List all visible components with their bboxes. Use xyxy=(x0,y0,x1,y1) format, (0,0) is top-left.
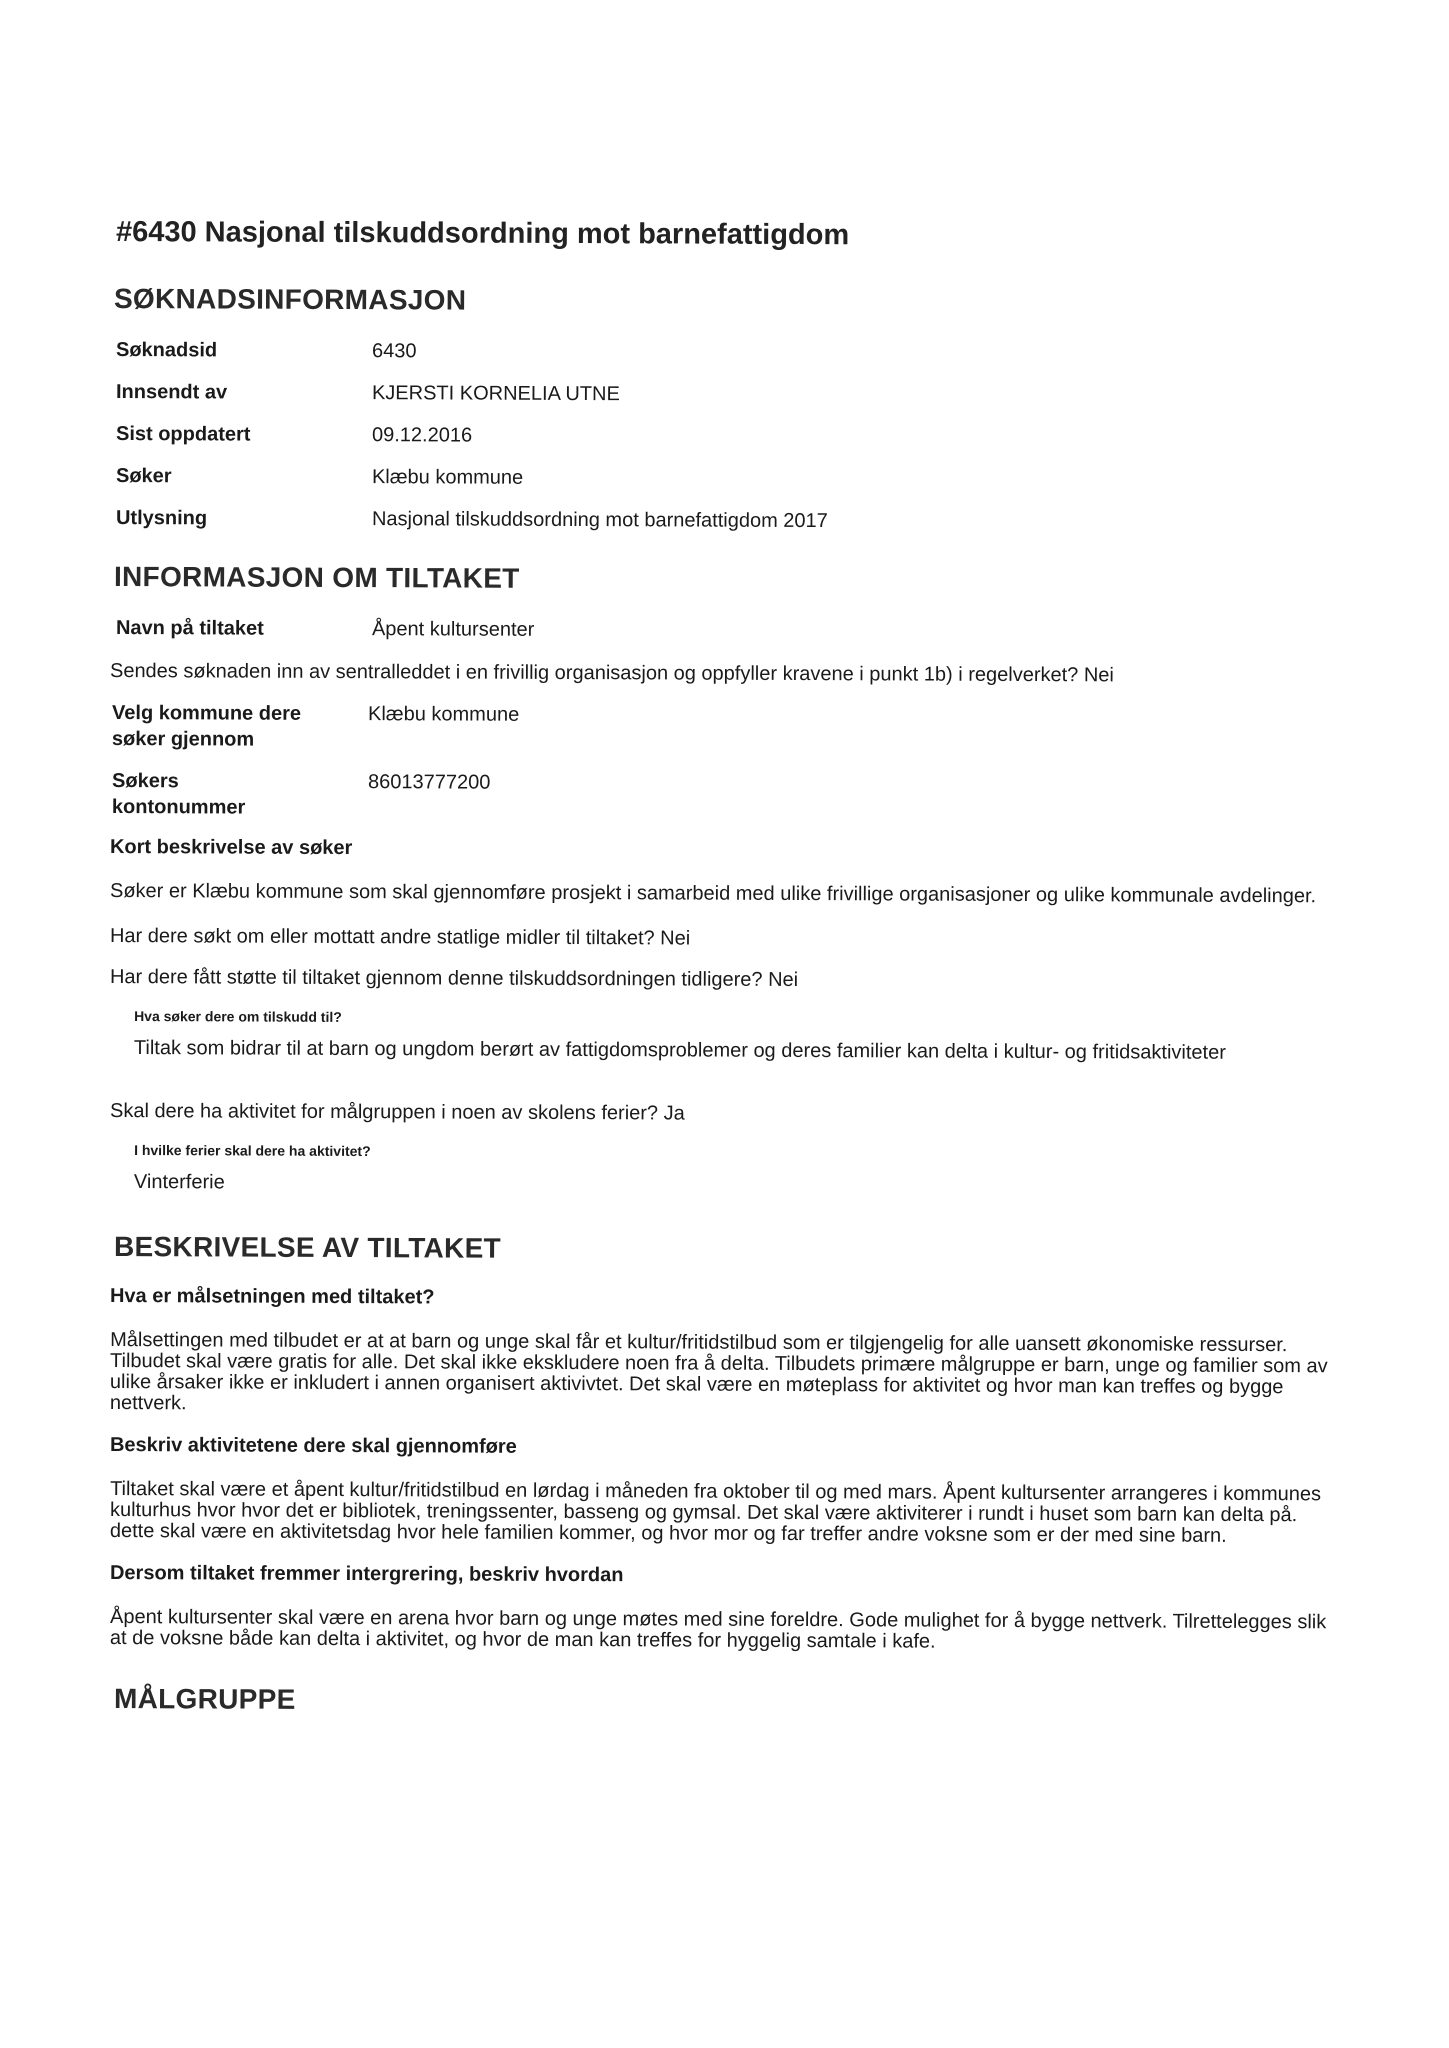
aktiviteter-heading: Beskriv aktivitetene dere skal gjennomføre xyxy=(109,1434,517,1458)
field-label: Utlysning xyxy=(115,507,208,530)
field-label: Navn på tiltaket xyxy=(115,617,264,640)
field-label: Søkers kontonummer xyxy=(111,770,246,819)
field-value: 09.12.2016 xyxy=(371,424,473,447)
field-label: Sist oppdatert xyxy=(115,423,251,446)
hva-soker-answer: Tiltak som bidrar til at barn og ungdom berørt av fattigdomsproblemer og deres familier kan delta i kultur- og fritidsaktiviteter xyxy=(133,1037,1226,1064)
field-label: Søker xyxy=(115,465,172,488)
malsetning-heading: Hva er målsetningen med tiltaket? xyxy=(109,1285,435,1309)
malsetning-text: Målsettingen med tilbudet er at at barn og unge skal får et kultur/fritidstilbud som er tilgjengelig for alle uansett økonomiske ressurser. Tilbudet skal være gratis for alle. Det skal ikke ekskludere noen fra å delta. Tilbudets primære målgruppe er barn, unge og familier som av ulike årsaker ikke er inkludert i annen organisert aktivivtet. Det skal være en møteplass for aktivitet og hvor man kan treffes og bygge nettverk. xyxy=(109,1329,1328,1415)
section-heading-malgruppe: MÅLGRUPPE xyxy=(113,1683,296,1715)
field-innsendt-av xyxy=(116,379,1329,410)
page-title: #6430 Nasjonal tilskuddsordning mot barnefattigdom xyxy=(115,216,850,252)
field-label: Innsendt av xyxy=(115,381,228,404)
section-heading-beskrivelse: BESKRIVELSE AV TILTAKET xyxy=(113,1231,502,1264)
field-soker xyxy=(116,463,1329,494)
hvilke-ferier-question: I hvilke ferier skal dere ha aktivitet? xyxy=(134,1142,371,1160)
aktiviteter-text: Tiltaket skal være et åpent kultur/fritidstilbud en lørdag i måneden fra oktober til og med mars. Åpent kultursenter arrangeres i kommunes kulturhus hvor hvor det er bibliotek, treningssenter, basseng og gymsal. Det skal være aktiviterer i rundt i huset som barn kan delta på. dette skal være en aktivitetsdag hvor hele familien kommer, og hvor mor og far treffer andre voksne som er der med sine barn. xyxy=(109,1478,1322,1547)
field-value: Klæbu kommune xyxy=(368,703,520,726)
statlige-midler-answer: Har dere søkt om eller mottatt andre statlige midler til tiltaket? Nei xyxy=(109,925,691,950)
section-heading-informasjon: INFORMASJON OM TILTAKET xyxy=(113,561,520,594)
tidligere-stotte-answer: Har dere fått støtte til tiltaket gjennom denne tilskuddsordningen tidligere? Nei xyxy=(109,966,799,992)
section-heading-soknadsinformasjon: SØKNADSINFORMASJON xyxy=(113,283,467,316)
field-navn-pa-tiltaket xyxy=(116,615,1329,646)
kort-beskrivelse-heading: Kort beskrivelse av søker xyxy=(109,836,353,860)
sentralleddet-answer: Sendes søknaden inn av sentralleddet i en frivillig organisasjon og oppfyller kravene i punkt 1b) i regelverket? Nei xyxy=(109,660,1114,687)
field-value: 86013777200 xyxy=(368,771,491,794)
ferier-answer: Skal dere ha aktivitet for målgruppen i noen av skolens ferier? Ja xyxy=(109,1100,685,1125)
field-kontonummer xyxy=(112,768,1329,825)
field-value: KJERSTI KORNELIA UTNE xyxy=(371,382,620,406)
field-sist-oppdatert xyxy=(116,421,1329,452)
field-label: Velg kommune dere søker gjennom xyxy=(111,702,302,751)
field-value: Åpent kultursenter xyxy=(371,618,535,641)
field-soknadsid xyxy=(116,337,1329,368)
field-value: Klæbu kommune xyxy=(371,466,524,489)
hva-soker-question: Hva søker dere om tilskudd til? xyxy=(134,1008,342,1025)
field-value: Nasjonal tilskuddsordning mot barnefattigdom 2017 xyxy=(371,508,828,533)
field-velg-kommune xyxy=(112,700,1329,757)
integrering-text: Åpent kultursenter skal være en arena hvor barn og unge møtes med sine foreldre. Gode mulighet for å bygge nettverk. Tilrettelegges slik at de voksne både kan delta i aktivitet, og hvor de man kan treffes for hyggelig samtale i kafe. xyxy=(109,1606,1327,1653)
kort-beskrivelse-text: Søker er Klæbu kommune som skal gjennomføre prosjekt i samarbeid med ulike frivillige organisasjoner og ulike kommunale avdelinger. xyxy=(109,880,1317,908)
field-label: Søknadsid xyxy=(115,339,218,362)
integrering-heading: Dersom tiltaket fremmer intergrering, beskriv hvordan xyxy=(109,1562,624,1587)
field-utlysning xyxy=(116,505,1329,536)
hvilke-ferier-box xyxy=(134,1140,1289,1206)
field-value: 6430 xyxy=(371,340,417,363)
hva-soker-box xyxy=(134,1006,1289,1072)
hvilke-ferier-answer: Vinterferie xyxy=(133,1171,225,1194)
